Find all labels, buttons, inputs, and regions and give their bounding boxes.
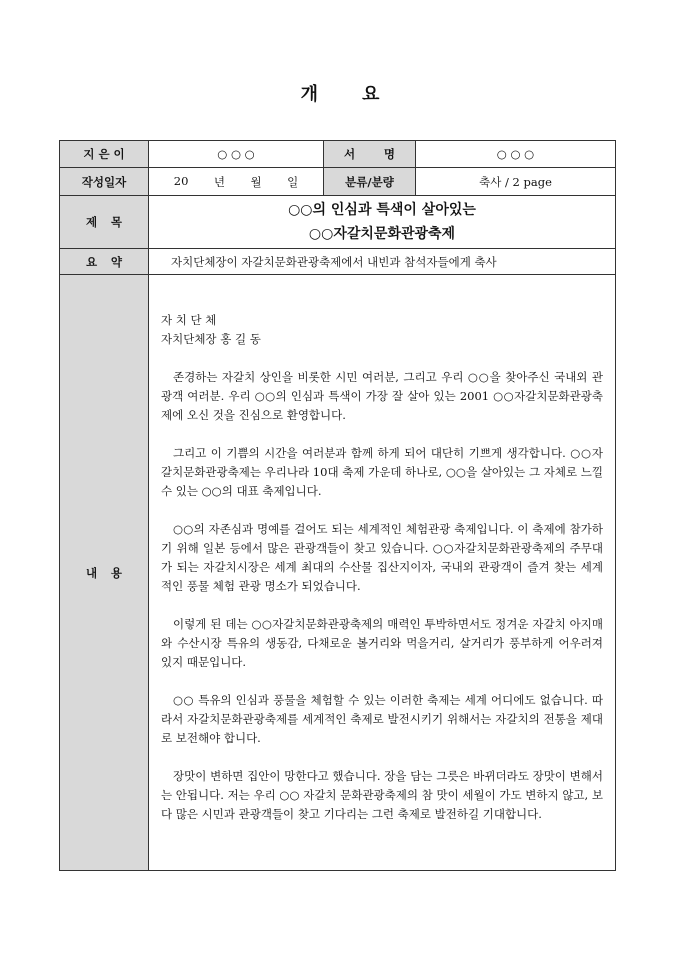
summary-table <box>59 140 616 871</box>
category-label: 분류/분량 <box>324 168 416 196</box>
summary-row <box>60 249 616 275</box>
category-value: 축사 / 2 page <box>416 168 616 196</box>
signature-label-a: 서 <box>344 147 356 161</box>
subject-line-2: ○○자갈치문화관광축제 <box>308 226 456 242</box>
subject-row <box>60 196 616 249</box>
content-row <box>60 275 616 871</box>
content-paragraph: 그리고 이 기쁨의 시간을 여러분과 함께 하게 되어 대단히 기쁘게 생각합니다. ○○자갈치문화관광축제는 우리나라 10대 축제 가운데 하나로, ○○을 살아있는 그 자체로 느낄 수 있는 ○○의 대표 축제입니다. <box>161 446 603 498</box>
date-value <box>149 168 324 196</box>
content-paragraph: ○○의 자존심과 명예를 걸어도 되는 세계적인 체험관광 축제입니다. 이 축제에 참가하기 위해 일본 등에서 많은 관광객들이 찾고 있습니다. ○○자갈치문화관광축제의 주무대가 되는 자갈치시장은 세계 최대의 수산물 집산지이자, 국내외 관광객이 즐겨 찾는 세계적인 풍물 체험 관광 명소가 되었습니다. <box>161 522 603 593</box>
date-day-unit: 일 <box>287 174 299 189</box>
page-title-char-2: 요 <box>362 84 380 105</box>
subject-label-a: 제 <box>86 215 98 229</box>
page-title-char-1: 개 <box>300 84 318 105</box>
summary-label-a: 요 <box>86 254 98 269</box>
author-label: 지 은 이 <box>60 141 149 168</box>
content-heading-1: 자 치 단 체 <box>161 313 217 327</box>
summary-label-b: 약 <box>110 254 122 269</box>
content-body <box>149 275 616 871</box>
date-row <box>60 168 616 196</box>
date-month-unit: 월 <box>250 174 262 189</box>
content-label <box>60 275 149 871</box>
author-value: ○ ○ ○ <box>149 141 324 168</box>
content-paragraph: 장맛이 변하면 집안이 망한다고 했습니다. 장을 담는 그릇은 바뀌더라도 장맛이 변해서는 안됩니다. 저는 우리 ○○ 자갈치 문화관광축제의 참 맛이 세월이 가도 변하지 않고, 보다 많은 시민과 관광객들이 찾고 기다리는 그런 축제로 발전하길 기대합니다. <box>161 769 603 821</box>
author-row <box>60 141 616 168</box>
page-title <box>0 80 680 106</box>
date-year: 20 <box>173 173 189 188</box>
subject-label-b: 목 <box>110 215 122 229</box>
content-paragraph: ○○ 특유의 인심과 풍물을 체험할 수 있는 이러한 축제는 세계 어디에도 없습니다. 따라서 자갈치문화관광축제를 세계적인 축제로 발전시키기 위해서는 자갈치의 전통을 제대로 보전해야 합니다. <box>161 693 603 745</box>
subject-label <box>60 196 149 249</box>
subject-line-1: ○○의 인심과 특색이 살아있는 <box>288 202 476 218</box>
date-year-unit: 년 <box>213 174 225 189</box>
subject-value <box>149 196 616 249</box>
summary-label <box>60 249 149 275</box>
content-paragraph: 존경하는 자갈치 상인을 비롯한 시민 여러분, 그리고 우리 ○○을 찾아주신 국내외 관광객 여러분. 우리 ○○의 인심과 특색이 가장 잘 살아 있는 2001 ○○자갈치문화관광축제에 오신 것을 진심으로 환영합니다. <box>161 370 603 422</box>
content-paragraph: 이렇게 된 데는 ○○자갈치문화관광축제의 매력인 투박하면서도 정겨운 자갈치 아지매와 수산시장 특유의 생동감, 다채로운 볼거리와 먹을거리, 살거리가 풍부하게 어우러져 있지 때문입니다. <box>161 617 603 669</box>
content-label-b: 용 <box>110 565 122 580</box>
content-heading-2: 자치단체장 홍 길 동 <box>161 332 261 346</box>
signature-label-b: 명 <box>383 147 395 161</box>
signature-value: ○ ○ ○ <box>416 141 616 168</box>
summary-value: 자치단체장이 자갈치문화관광축제에서 내빈과 참석자들에게 축사 <box>149 249 616 275</box>
signature-label <box>324 141 416 168</box>
content-label-a: 내 <box>86 565 98 580</box>
date-label: 작성일자 <box>60 168 149 196</box>
